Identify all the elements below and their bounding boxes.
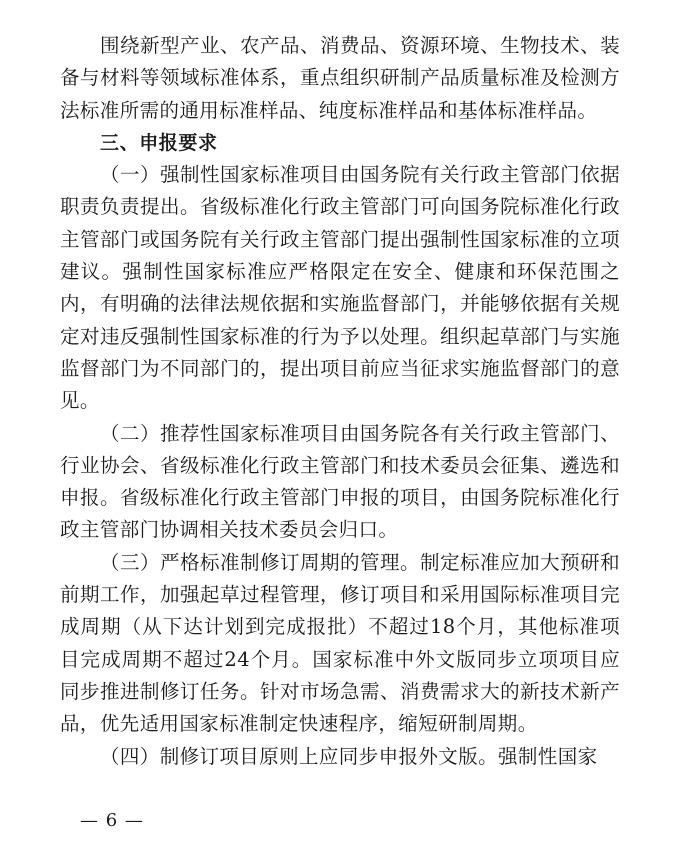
paragraph-item-1: （一）强制性国家标准项目由国务院有关行政主管部门依据职责负责提出。省级标准化行政主管部门可向国务院标准化行政主管部门或国务院有关行政主管部门提出强制性国家标准的立项建议。强制性国家标准应严格限定在安全、健康和环保范围之内，有明确的法律法规依据和实施监督部门，并能够依据有关规定对违反强制性国家标准的行为予以处理。组织起草部门与实施监督部门为不同部门的，提出项目前应当征求实施监督部门的意见。 [60,163,620,413]
document-page [60,30,620,773]
paragraph-standard-samples: 围绕新型产业、农产品、消费品、资源环境、生物技术、装备与材料等领域标准体系，重点组织研制产品质量标准及检测方法标准所需的通用标准样品、纯度标准样品和基体标准样品。 [60,34,620,122]
paragraph-item-3: （三）严格标准制修订周期的管理。制定标准应加大预研和前期工作，加强起草过程管理，修订项目和采用国际标准项目完成周期（从下达计划到完成报批）不超过18个月，其他标准项目完成周期不超过24个月。国家标准中外文版同步立项项目应同步推进制修订任务。针对市场急需、消费需求大的新技术新产品，优先适用国家标准制定快速程序，缩短研制周期。 [60,550,620,736]
paragraph-item-2: （二）推荐性国家标准项目由国务院各有关行政主管部门、行业协会、省级标准化行政主管部门和技术委员会征集、遴选和申报。省级标准化行政主管部门申报的项目，由国务院标准化行政主管部门协调相关技术委员会归口。 [60,421,620,542]
page-number: — 6 — [80,810,144,831]
section-heading-requirements: 三、申报要求 [100,131,218,154]
paragraph-item-4: （四）制修订项目原则上应同步申报外文版。强制性国家 [100,744,598,768]
